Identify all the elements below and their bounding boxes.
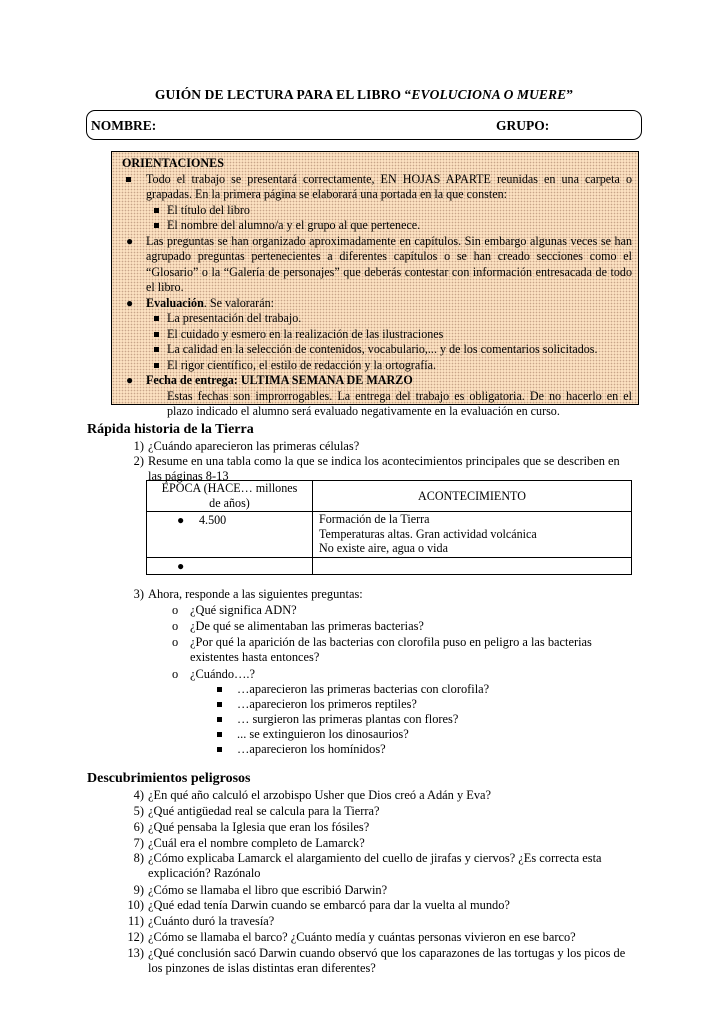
circle-bullet-icon: o xyxy=(172,619,179,633)
round-bullet-icon: ● xyxy=(177,513,185,527)
epoch-cell-empty xyxy=(147,558,313,575)
square-bullet-icon xyxy=(217,687,222,692)
document-page: GUIÓN DE LECTURA PARA EL LIBRO “EVOLUCIONA O MUERE” NOMBRE: GRUPO: ORIENTACIONES Todo el trabajo se presentará correctamente, EN HOJAS APARTE reunidas en una carpeta o grapadas. En la primera página se elaborará una portada en la que consten: El título del libro El nombre del alumno/a y el grupo al que pertenece. ● Las preguntas se han organizado aproximadamente en capítulos. Sin embargo algunas veces se han agrupado preguntas pertenecientes a diferentes capítulos o se han creado secciones como el “Glosario” o la “Galería de personajes” que deberás contestar con información entresacada de todo el libro. ● Evaluación. Se valorarán: La presentación del trabajo. El cuidado y esmero en la realización de las ilustraciones La calidad en la selección de contenidos, vocabulario,... y de los comentarios solicitados. El rigor científico, el estilo de redacción y la ortografía. ● Fecha de entrega: ULTIMA SEMANA DE MARZO Estas fechas son improrrogables. La entrega del trabajo es obligatoria. De no hacerlo en el plazo indicado el alumno será evaluado negativamente en la evaluación en curso. Rápida historia de la Tierra 1) ¿Cuándo aparecieron las primeras células? 2) Resume en una tabla como la que se indica los acontecimientos principales que se describen en las páginas 8-13 EPOCA (HACE… millones de años) ACONTECIMIENTO ● 4.500 Formación de la Tierra Temperaturas altas. Gran actividad volcánica No existe aire, agua o vida ● 3) Ahora, responde a las siguientes preguntas: o ¿Qué significa ADN? o ¿De qué se alimentaban las primeras bacterias? o ¿Por qué la aparición de las bacterias con clorofila puso en peligro a las bacterias existentes hasta entonces? o ¿Cuándo….? …aparecieron las primeras bacterias con clorofila? …aparecieron los primeros reptiles? … surgieron las primeras plantas con flores? ... se extinguieron los dinosaurios? …aparecieron los homínidos? Descubrimientos peligrosos 4) ¿En qué año calculó el arzobispo Usher que Dios creó a Adán y Eva? 5) ¿Qué antigüedad real se calcula para la Tierra? 6) ¿Qué pensaba la Iglesia que eran los fósiles? 7) ¿Cuál era el nombre completo de Lamarck? 8) ¿Cómo explicaba Lamarck el alargamiento del cuello de jirafas y ciervos? ¿Es correcta esta explicación? Razónalo 9) ¿Cómo se llamaba el libro que escribió Darwin? 10) ¿Qué edad tenía Darwin cuando se embarcó para dar la vuelta al mundo? 11) ¿Cuánto duró la travesía? 12) ¿Cómo se llamaba el barco? ¿Cuánto medía y cuántas personas vivieron en ese barco? 13) ¿Qué conclusión sacó Darwin cuando observó que los caparazones de las tortugas y los picos de los pinzones de islas distintas eran diferentes? xyxy=(0,0,728,1030)
section-heading-discoveries: Descubrimientos peligrosos xyxy=(87,771,251,786)
square-bullet-icon xyxy=(154,363,159,368)
circle-bullet-icon: o xyxy=(172,667,179,681)
orientaciones-box xyxy=(111,151,639,418)
orient-sub-item: El título del libro xyxy=(122,203,632,219)
square-bullet-icon xyxy=(154,332,159,337)
square-bullet-icon xyxy=(217,732,222,737)
orient-item-presentation: Todo el trabajo se presentará correctamente, EN HOJAS APARTE reunidas en una carpeta o grapadas. En la primera página se elaborará una portada en la que consten: xyxy=(122,172,632,203)
square-bullet-icon xyxy=(154,208,159,213)
square-bullet-icon xyxy=(154,316,159,321)
square-bullet-icon xyxy=(217,717,222,722)
epoch-cell: ● 4.500 xyxy=(147,512,313,558)
orient-item-questions: ● Las preguntas se han organizado aproximadamente en capítulos. Sin embargo algunas veces se han agrupado preguntas pertenecientes a diferentes capítulos o se han creado secciones como el “Glosario” o la “Galería de personajes” que deberás contestar con información entresacada de todo el libro. xyxy=(126,233,632,294)
square-bullet-icon xyxy=(126,177,131,182)
round-bullet-icon: ● xyxy=(126,373,134,387)
circle-bullet-icon: o xyxy=(172,635,179,649)
orient-sub-item: El cuidado y esmero en la realización de las ilustraciones xyxy=(122,327,632,343)
title-prefix: GUIÓN DE LECTURA PARA EL LIBRO “ xyxy=(154,87,412,102)
event-header: ACONTECIMIENTO xyxy=(313,481,632,512)
event-cell-empty xyxy=(313,558,632,575)
title-book: EVOLUCIONA O MUERE xyxy=(411,87,567,102)
orientaciones-heading: ORIENTACIONES xyxy=(122,156,224,170)
orient-item-evaluation: ● Evaluación. Se valorarán: xyxy=(126,295,274,310)
square-bullet-icon xyxy=(154,347,159,352)
title-suffix: ” xyxy=(566,87,574,102)
table-row xyxy=(147,558,632,575)
event-cell: Formación de la Tierra Temperaturas altas. Gran actividad volcánica No existe aire, agua o vida xyxy=(313,512,632,558)
orient-sub-item: La calidad en la selección de contenidos, vocabulario,... y de los comentarios solicitados. xyxy=(122,342,632,358)
epoch-header: EPOCA (HACE… millones de años) xyxy=(147,481,313,512)
table-header-row xyxy=(147,481,632,512)
circle-bullet-icon: o xyxy=(172,603,179,617)
page-title xyxy=(0,87,728,102)
square-bullet-icon xyxy=(217,747,222,752)
round-bullet-icon: ● xyxy=(126,295,134,310)
round-bullet-icon: ● xyxy=(177,559,185,573)
orient-item-deadline: ● Fecha de entrega: ULTIMA SEMANA DE MARZO xyxy=(126,373,413,387)
orient-sub-item: El rigor científico, el estilo de redacción y la ortografía. xyxy=(122,358,632,374)
orient-deadline-text: Estas fechas son improrrogables. La entrega del trabajo es obligatoria. De no hacerlo en el plazo indicado el alumno será evaluado negativamente en la evaluación en curso. xyxy=(167,388,632,418)
section-heading-history: Rápida historia de la Tierra xyxy=(87,422,254,437)
name-group-box xyxy=(86,110,642,140)
orient-sub-item: El nombre del alumno/a y el grupo al que pertenece. xyxy=(122,218,632,234)
epoch-table xyxy=(146,480,632,575)
square-bullet-icon xyxy=(217,702,222,707)
square-bullet-icon xyxy=(154,223,159,228)
table-row xyxy=(147,512,632,558)
group-label: GRUPO: xyxy=(496,118,550,133)
round-bullet-icon: ● xyxy=(126,233,134,248)
name-label: NOMBRE: xyxy=(91,118,157,133)
orient-sub-item: La presentación del trabajo. xyxy=(122,311,632,327)
